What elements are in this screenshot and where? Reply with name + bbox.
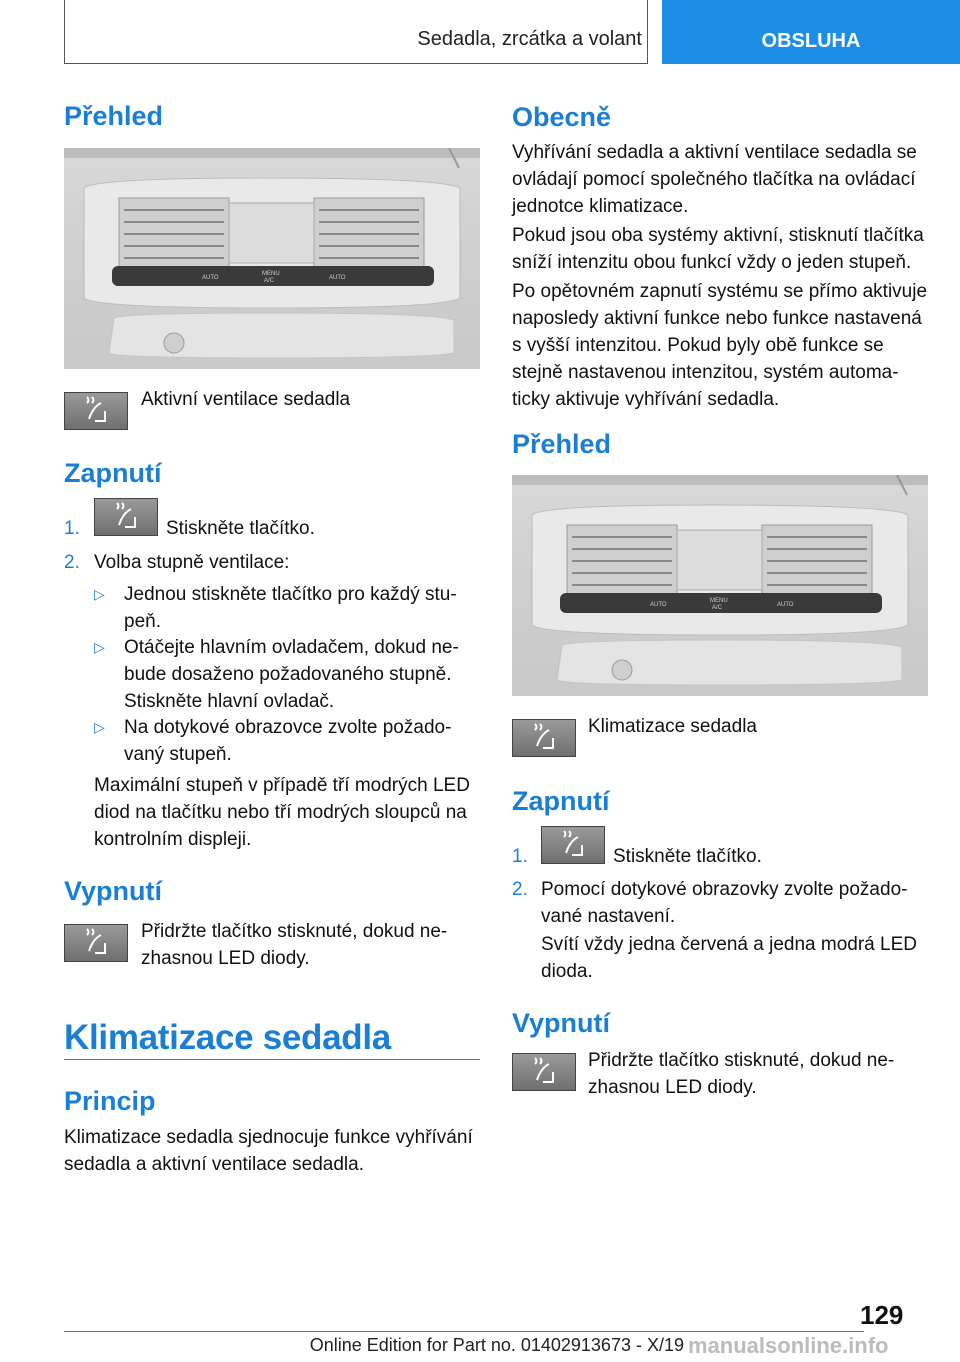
seat-ventilation-icon bbox=[64, 392, 128, 430]
principle-text: Klimatizace sedadla sjednocuje funkce vyhřívání sedadla a aktivní ventilace sedadla. bbox=[64, 1127, 473, 1175]
climate-panel-photo-right bbox=[512, 475, 928, 696]
header-tab-obsluha[interactable]: OBSLUHA bbox=[662, 0, 960, 64]
principle-heading: Princip bbox=[64, 1086, 156, 1116]
left-step1-text: Stiskněte tlačítko. bbox=[166, 518, 315, 539]
general-p1: Vyhřívání sedadla a aktivní ventilace sedadla se ovládají pomocí společného tlačítka na ovládací jednotce klimatizace. bbox=[512, 142, 917, 217]
climate-panel-illustration bbox=[64, 148, 480, 369]
panel-label-auto-2: AUTO bbox=[650, 602, 667, 608]
right-overview-heading: Přehled bbox=[512, 429, 612, 459]
panel-label-auto-right-2: AUTO bbox=[777, 602, 794, 608]
page-number: 129 bbox=[860, 1300, 904, 1330]
seat-ventilation-icon-off bbox=[64, 924, 128, 962]
left-step2-text: Volba stupně ventilace: bbox=[94, 552, 290, 573]
climate-panel-illustration-right bbox=[512, 475, 928, 696]
seat-climate-icon bbox=[512, 719, 576, 757]
right-step2-number: 2. bbox=[512, 879, 528, 900]
right-off-text: Přidržte tlačítko stisknuté, dokud ne- zhasnou LED diody. bbox=[588, 1050, 895, 1098]
footer-watermark: manualsonline.info bbox=[688, 1333, 889, 1358]
panel-label-ac: A/C bbox=[264, 278, 275, 284]
right-step2-text: Pomocí dotykové obrazovky zvolte požado- vané nastavení. bbox=[541, 879, 908, 927]
left-step1-number: 1. bbox=[64, 518, 80, 539]
left-bullet2: Otáčejte hlavním ovladačem, dokud ne- bude dosaženo požadovaného stupně. Stiskněte hlavní ovladač. bbox=[124, 637, 459, 712]
section-title-rule bbox=[64, 1059, 480, 1060]
panel-label-auto-right: AUTO bbox=[329, 275, 346, 281]
left-bullet2-marker: ▷ bbox=[94, 639, 105, 655]
right-step1-text: Stiskněte tlačítko. bbox=[613, 846, 762, 867]
left-step2-number: 2. bbox=[64, 552, 80, 573]
left-bullet1: Jednou stiskněte tlačítko pro každý stu- peň. bbox=[124, 584, 457, 632]
right-on-heading: Zapnutí bbox=[512, 786, 610, 816]
left-off-text: Přidržte tlačítko stisknuté, dokud ne- zhasnou LED diody. bbox=[141, 921, 448, 969]
general-p3: Po opětovném zapnutí systému se přímo aktivuje naposledy aktivní funkce nebo funkce nastavená s vyšší intenzitou. Pokud byly obě funkce se stejně nastavenou intenzitou, systém automa- ticky aktivuje vyhřívání sedadla. bbox=[512, 281, 928, 410]
footer-rule bbox=[64, 1331, 864, 1332]
right-icon-caption: Klimatizace sedadla bbox=[588, 716, 757, 737]
general-p2: Pokud jsou oba systémy aktivní, stisknutí tlačítka sníží intenzitu obou funkcí vždy o jeden stupeň. bbox=[512, 225, 924, 273]
right-step1-number: 1. bbox=[512, 846, 528, 867]
left-icon-caption: Aktivní ventilace sedadla bbox=[141, 389, 351, 410]
panel-label-auto: AUTO bbox=[202, 275, 219, 281]
seat-climate-button-icon[interactable] bbox=[541, 826, 605, 864]
left-overview-heading: Přehled bbox=[64, 101, 164, 131]
header-section-title: Sedadla, zrcátka a volant bbox=[417, 28, 642, 50]
right-off-heading: Vypnutí bbox=[512, 1008, 610, 1038]
seat-climate-icon-off bbox=[512, 1053, 576, 1091]
panel-label-menu: MENU bbox=[262, 271, 280, 277]
panel-label-menu-2: MENU bbox=[710, 598, 728, 604]
section-title: Klimatizace sedadla bbox=[64, 1018, 391, 1057]
general-heading: Obecně bbox=[512, 102, 612, 132]
left-on-heading: Zapnutí bbox=[64, 458, 162, 488]
left-bullet3-marker: ▷ bbox=[94, 719, 105, 735]
left-bullet3: Na dotykové obrazovce zvolte požado- vaný stupeň. bbox=[124, 717, 452, 765]
left-bullet1-marker: ▷ bbox=[94, 586, 105, 602]
climate-panel-photo bbox=[64, 148, 480, 369]
left-off-heading: Vypnutí bbox=[64, 876, 162, 906]
panel-label-ac-2: A/C bbox=[712, 605, 723, 611]
footer-edition: Online Edition for Part no. 01402913673 - X/19 bbox=[309, 1335, 684, 1355]
left-note: Maximální stupeň v případě tří modrých LED diod na tlačítku nebo tří modrých sloupců na kontrolním displeji. bbox=[94, 775, 470, 850]
right-step2-note: Svítí vždy jedna červená a jedna modrá LED dioda. bbox=[541, 934, 917, 982]
seat-ventilation-button-icon[interactable] bbox=[94, 498, 158, 536]
